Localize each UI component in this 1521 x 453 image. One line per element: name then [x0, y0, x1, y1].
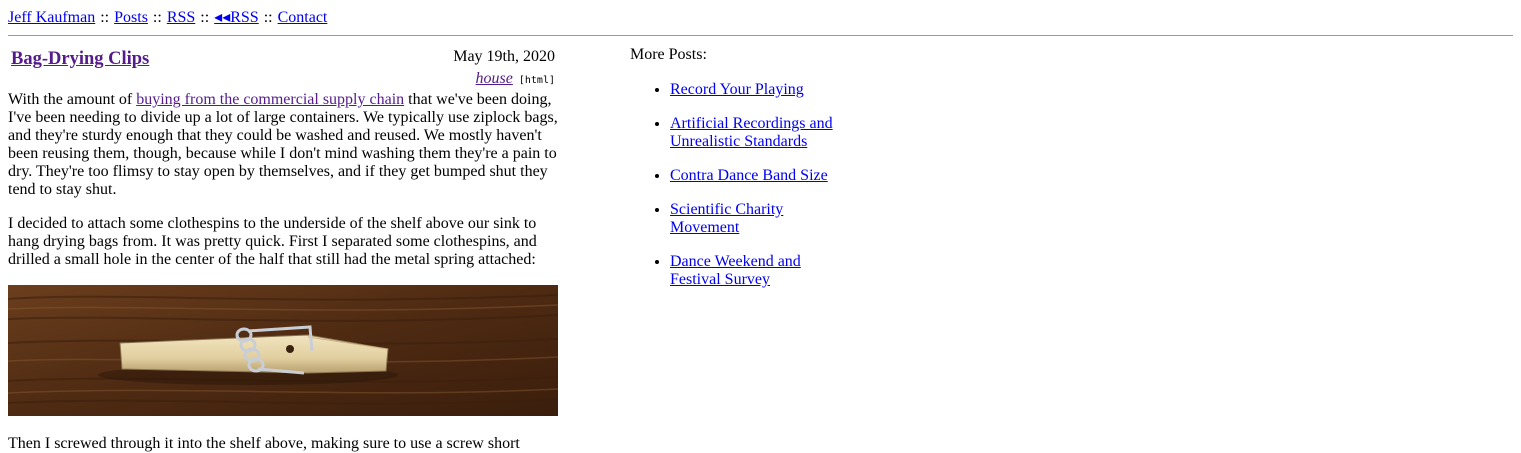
more-post-link[interactable]: Dance Weekend and Festival Survey — [670, 253, 801, 288]
list-item — [670, 201, 840, 237]
post-title — [11, 48, 149, 70]
clothespin-photo[interactable] — [8, 285, 558, 416]
more-post-link[interactable]: Scientific Charity Movement — [670, 201, 784, 236]
nav-link-rss-back[interactable]: ◂◂RSS — [214, 9, 259, 26]
nav-link-posts[interactable]: Posts — [114, 9, 148, 26]
more-posts-sidebar — [630, 46, 850, 305]
post-paragraph-text: With the amount of — [8, 91, 137, 108]
header-divider — [8, 35, 1513, 36]
post-paragraph-3: Then I screwed through it into the shelf above, making sure to use a screw short — [8, 435, 520, 452]
more-posts-list — [630, 81, 850, 289]
more-post-link[interactable]: Record Your Playing — [670, 81, 804, 98]
supply-chain-link[interactable]: buying from the commercial supply chain — [136, 91, 405, 108]
nav-separator: :: — [100, 9, 110, 26]
list-item — [670, 115, 840, 151]
post-tags — [476, 70, 555, 90]
nav-separator: :: — [200, 9, 210, 26]
post-paragraph-text: that we've been doing, I've been needing to divide up a lot of large containers. We typically use ziplock bags, and they're sturdy enough that they could be washed and reused. We mostly haven't been reusing them, though, because while I don't mind washing them they're a pain to dry. They're too flimsy to stay open by themselves, and if they get bumped shut they tend to stay shut. — [8, 91, 558, 198]
nav-link-contact[interactable]: Contact — [277, 9, 328, 26]
nav-separator: :: — [152, 9, 162, 26]
nav-link-home[interactable]: Jeff Kaufman — [8, 9, 96, 26]
post-body — [8, 91, 560, 285]
post-html-link[interactable]: [html] — [518, 75, 555, 86]
post-paragraph-2: I decided to attach some clothespins to the underside of the shelf above our sink to hang drying bags from. It was pretty quick. First I separated some clothespins, and drilled a small hole in the center of the half that still had the metal spring attached: — [8, 215, 537, 268]
post-tag-link[interactable]: house — [475, 70, 513, 87]
top-navigation — [8, 9, 327, 27]
list-item — [670, 81, 840, 99]
more-posts-heading: More Posts: — [630, 46, 707, 63]
post-date: May 19th, 2020 — [453, 48, 555, 65]
more-post-link[interactable]: Contra Dance Band Size — [670, 167, 828, 184]
post-title-link[interactable]: Bag-Drying Clips — [11, 49, 150, 69]
nav-link-rss[interactable]: RSS — [166, 9, 196, 26]
nav-separator: :: — [263, 9, 273, 26]
clothespin-photo-drawing — [8, 285, 558, 416]
more-post-link[interactable]: Artificial Recordings and Unrealistic Standards — [670, 115, 833, 150]
list-item — [670, 253, 840, 289]
list-item — [670, 167, 840, 185]
post-paragraph-1 — [8, 91, 560, 199]
